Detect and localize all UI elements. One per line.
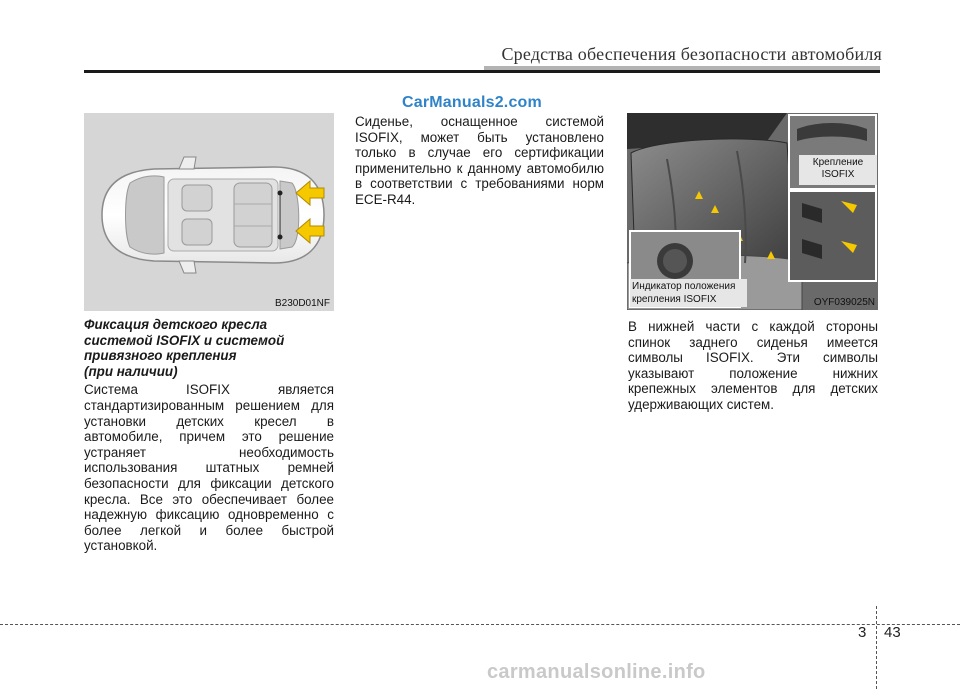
section-title xyxy=(84,317,334,379)
label-isofix-anchor-line-2: ISOFIX xyxy=(821,169,855,180)
paragraph-isofix-intro: Система ISOFIX является стандартизированным решением для установки детских кресел в автомобиле, причем это решение устраняет необходимость использования штатных ремней безопасности для фиксации детского кресла. Все это обеспечивает более надежную фиксацию одновременно с более легкой и более быстрой установкой. xyxy=(84,382,334,554)
page-header-title: Средства обеспечения безопасности автомобиля xyxy=(501,44,882,64)
column-3 xyxy=(628,319,878,413)
section-title-line-3: привязного крепления xyxy=(84,348,237,364)
figure2-code: OYF039025N xyxy=(813,297,875,308)
footer-vertical-rule xyxy=(876,606,877,689)
figure-car-top-view xyxy=(84,113,334,311)
section-title-line-4: (при наличии) xyxy=(84,363,178,379)
chapter-number: 3 xyxy=(858,624,867,641)
figure-rear-seat xyxy=(627,113,878,310)
section-title-line-2: системой ISOFIX и системой xyxy=(84,332,285,348)
watermark-top[interactable]: CarManuals2.com xyxy=(402,94,542,111)
label-isofix-indicator-line-2: крепления ISOFIX xyxy=(632,293,717,305)
paragraph-certification: Сиденье, оснащенное системой ISOFIX, может быть установлено только в случае его сертификации применительно к данному автомобилю в соответствии с требованиями норм ECE-R44. xyxy=(355,114,604,207)
column-2 xyxy=(355,114,604,208)
paragraph-isofix-symbols: В нижней части с каждой стороны спинок заднего сиденья имеется символы ISOFIX. Эти символы указывают положение нижних крепежных элементов для детских удерживающих систем. xyxy=(628,319,878,412)
car-top-view-icon xyxy=(84,113,334,311)
footer-dashed-rule xyxy=(0,624,960,625)
section-title-line-1: Фиксация детского кресла xyxy=(84,317,268,332)
page-number: 43 xyxy=(884,624,901,641)
column-1 xyxy=(84,317,334,554)
figure1-code: B230D01NF xyxy=(274,298,330,309)
watermark-bottom[interactable]: carmanualsonline.info xyxy=(487,661,706,683)
label-isofix-indicator xyxy=(632,281,735,306)
label-isofix-anchor xyxy=(799,157,877,181)
header-rule xyxy=(84,70,880,73)
label-isofix-indicator-line-1: Индикатор положения xyxy=(632,281,736,292)
label-isofix-anchor-line-1: Крепление xyxy=(812,157,864,168)
